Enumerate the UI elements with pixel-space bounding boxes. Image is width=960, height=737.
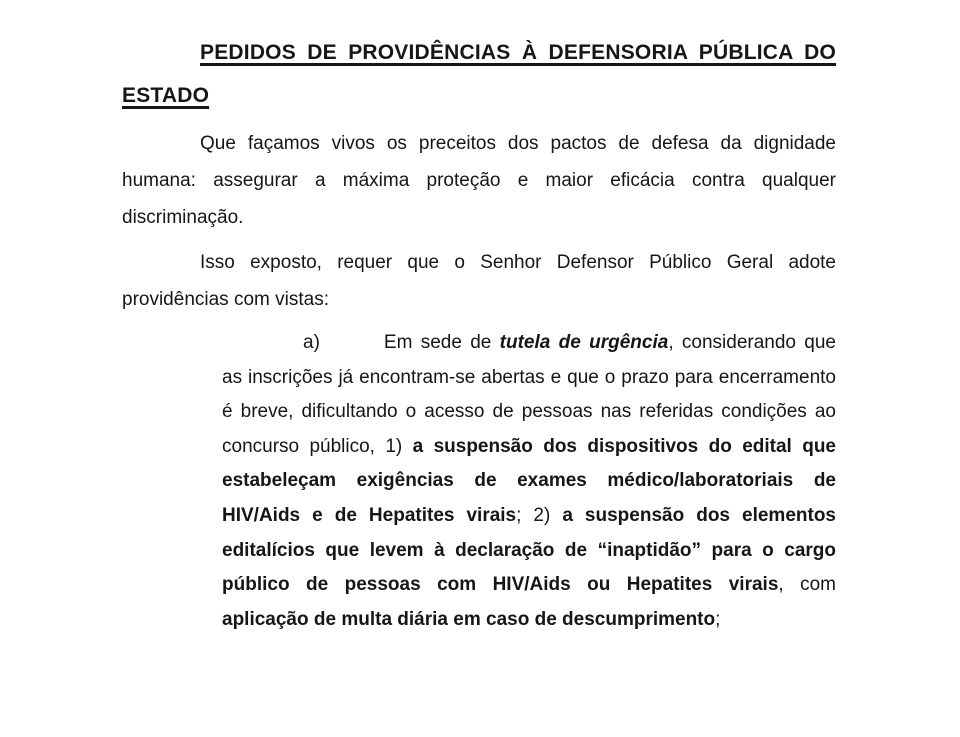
document-title: PEDIDOS DE PROVIDÊNCIAS À DEFENSORIA PÚBLICA DO ESTADO — [122, 41, 836, 107]
text-segment-regular: Em sede de — [383, 332, 500, 353]
paragraph-request-defensor: Isso exposto, requer que o Senhor Defensor Público Geral adote providências com vistas: — [122, 252, 836, 310]
text-segment-regular: , considerando que as inscrições já encontram-se abertas e que o prazo para encerramento é breve, dificultando o acesso de pessoas nas referidas condições ao concurso público, 1) — [222, 332, 837, 457]
text-segment-bold: a suspensão dos dispositivos do edital que estabeleçam exigências de exames médico/laboratoriais de HIV/Aids e de Hepatites virais — [222, 435, 836, 526]
item-a-text — [222, 332, 836, 630]
paragraph-dignity-precepts: Que façamos vivos os preceitos dos pactos de defesa da dignidade humana: assegurar a máxima proteção e maior eficácia contra qualquer discriminação. — [122, 133, 836, 228]
text-segment-regular: , com — [778, 574, 836, 596]
text-segment-regular: ; — [715, 608, 721, 630]
text-segment-bold: a suspensão dos elementos editalícios que levem à declaração de “inaptidão” para o cargo público de pessoas com HIV/Aids ou Hepatites virais — [222, 504, 836, 596]
list-item-a — [222, 326, 836, 637]
text-segment-bold-italic: tutela de urgência — [499, 332, 669, 353]
item-a-label: a) — [303, 332, 320, 353]
text-segment-bold: aplicação de multa diária em caso de descumprimento — [222, 608, 716, 630]
text-segment-regular: ; 2) — [516, 504, 563, 526]
